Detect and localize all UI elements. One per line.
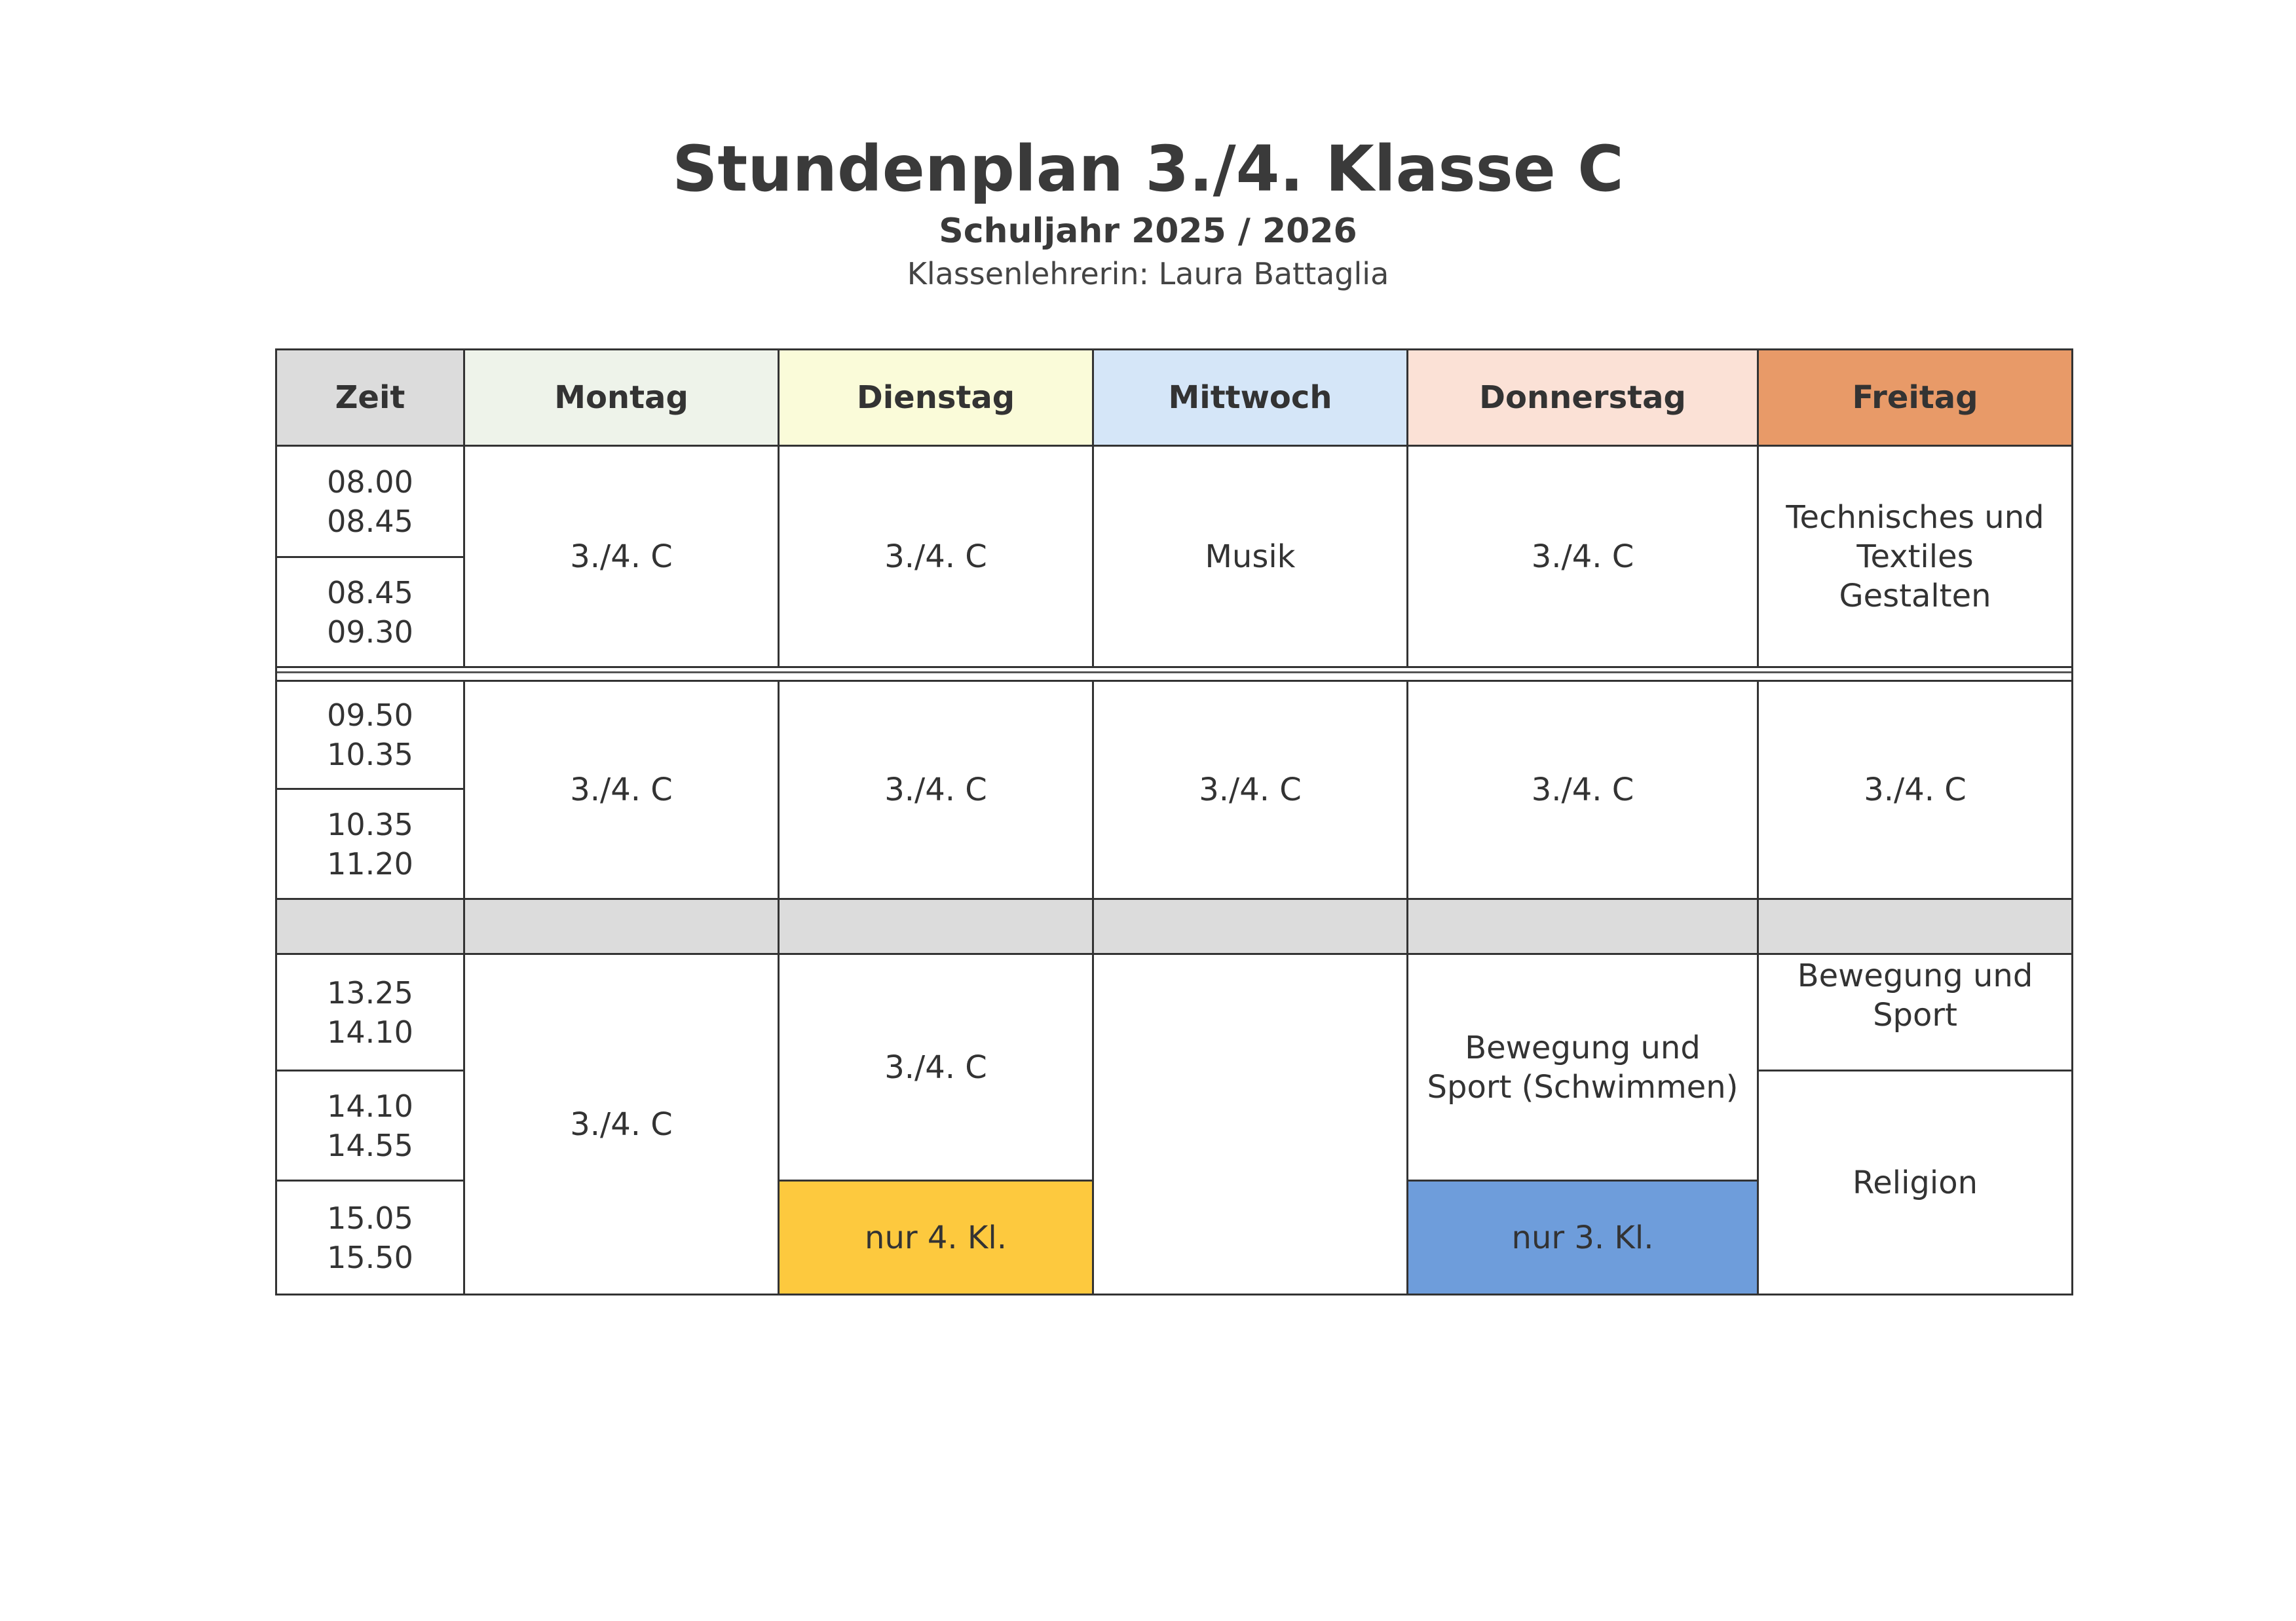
class-teacher: Klassenlehrerin: Laura Battaglia xyxy=(907,256,1389,291)
lesson-dienstag-block2: 3./4. C xyxy=(780,680,1094,900)
time-end: 11.20 xyxy=(327,846,413,882)
lunch-break-donnerstag xyxy=(1408,900,1759,955)
time-slot-3 xyxy=(275,680,465,790)
lunch-break-zeit xyxy=(275,900,465,955)
time-end: 09.30 xyxy=(327,614,413,650)
lesson-mittwoch-block3 xyxy=(1094,955,1408,1295)
school-year: Schuljahr 2025 / 2026 xyxy=(939,212,1357,251)
time-slot-5 xyxy=(275,955,465,1071)
lesson-donnerstag-block3: Bewegung und Sport (Schwimmen) xyxy=(1408,955,1759,1182)
lesson-freitag-sport: Bewegung und Sport xyxy=(1759,955,2073,1071)
time-slot-2 xyxy=(275,558,465,668)
lesson-freitag-religion: Religion xyxy=(1759,1071,2073,1295)
time-start: 08.45 xyxy=(327,574,413,610)
lesson-donnerstag-block2: 3./4. C xyxy=(1408,680,1759,900)
lesson-montag-block2: 3./4. C xyxy=(465,680,780,900)
lunch-break-montag xyxy=(465,900,780,955)
time-end: 14.55 xyxy=(327,1127,413,1163)
lesson-mittwoch-block1: Musik xyxy=(1094,447,1408,668)
lesson-montag-block1: 3./4. C xyxy=(465,447,780,668)
short-break-line xyxy=(277,671,2071,673)
lesson-donnerstag-nur-3-kl: nur 3. Kl. xyxy=(1408,1182,1759,1295)
lesson-donnerstag-block1: 3./4. C xyxy=(1408,447,1759,668)
lesson-montag-block3: 3./4. C xyxy=(465,955,780,1295)
lesson-dienstag-nur-4-kl: nur 4. Kl. xyxy=(780,1182,1094,1295)
short-break-row xyxy=(275,668,2073,680)
time-end: 15.50 xyxy=(327,1239,413,1275)
lunch-break-dienstag xyxy=(780,900,1094,955)
lesson-freitag-block2: 3./4. C xyxy=(1759,680,2073,900)
time-end: 08.45 xyxy=(327,503,413,539)
lunch-break-mittwoch xyxy=(1094,900,1408,955)
page-title: Stundenplan 3./4. Klasse C xyxy=(672,132,1624,206)
lesson-dienstag-block3: 3./4. C xyxy=(780,955,1094,1182)
header-dienstag: Dienstag xyxy=(780,348,1094,447)
time-end: 14.10 xyxy=(327,1014,413,1050)
header-donnerstag: Donnerstag xyxy=(1408,348,1759,447)
time-slot-6 xyxy=(275,1071,465,1182)
header-freitag: Freitag xyxy=(1759,348,2073,447)
header-zeit: Zeit xyxy=(275,348,465,447)
time-start: 10.35 xyxy=(327,806,413,842)
header-montag: Montag xyxy=(465,348,780,447)
time-slot-1 xyxy=(275,447,465,558)
time-slot-7 xyxy=(275,1182,465,1295)
time-start: 08.00 xyxy=(327,464,413,500)
time-slot-4 xyxy=(275,790,465,900)
header-mittwoch: Mittwoch xyxy=(1094,348,1408,447)
time-start: 15.05 xyxy=(327,1200,413,1236)
time-start: 13.25 xyxy=(327,975,413,1011)
time-start: 09.50 xyxy=(327,698,413,733)
lesson-mittwoch-block2: 3./4. C xyxy=(1094,680,1408,900)
lesson-dienstag-block1: 3./4. C xyxy=(780,447,1094,668)
time-end: 10.35 xyxy=(327,737,413,772)
time-start: 14.10 xyxy=(327,1088,413,1124)
lesson-freitag-block1: Technisches und Textiles Gestalten xyxy=(1759,447,2073,668)
lunch-break-freitag xyxy=(1759,900,2073,955)
